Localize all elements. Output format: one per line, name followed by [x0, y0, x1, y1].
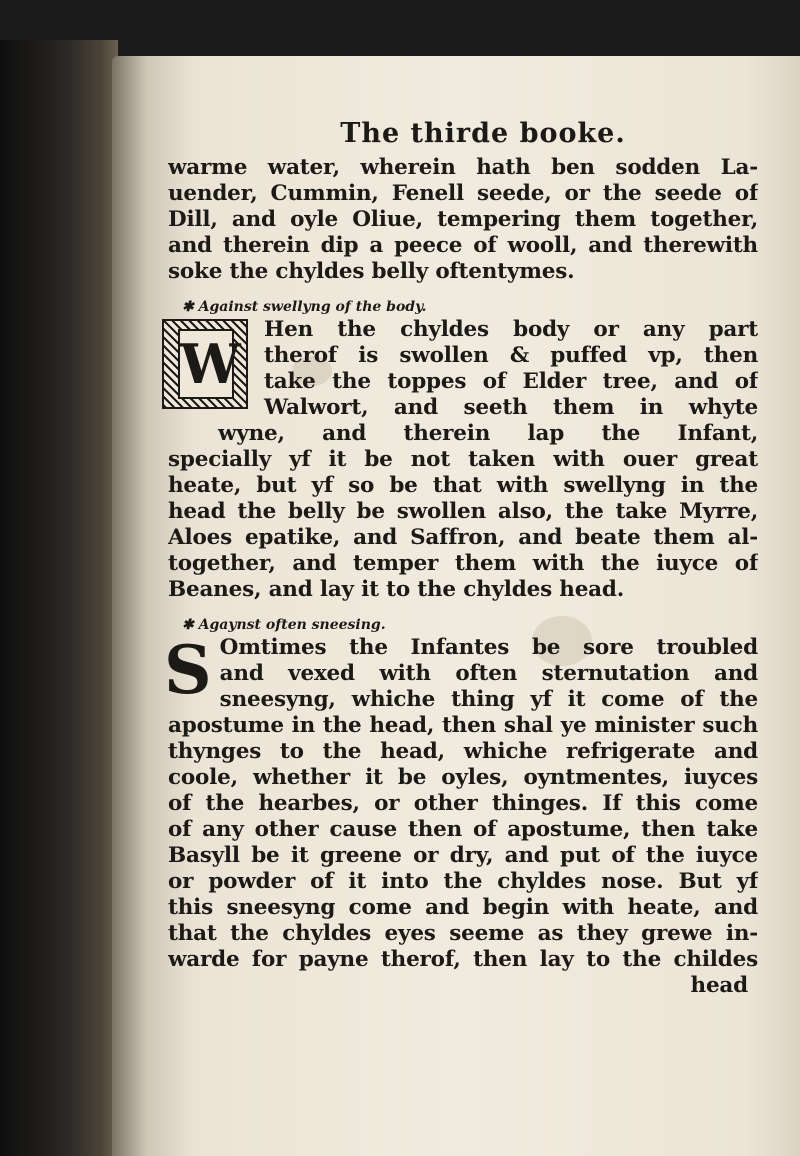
running-head: The thirde booke. [340, 118, 626, 149]
text-line: head the belly be swollen also, the take Myrre, [168, 499, 758, 524]
section-heading-sneesing: ✱ Agaynst often sneesing. [182, 617, 386, 633]
text-line: and vexed with often sternutation and [219, 661, 758, 686]
text-line: specially yf it be not taken with ouer great [168, 447, 758, 472]
text-line: take the toppes of Elder tree, and of [264, 369, 758, 394]
paragraph-1 [168, 155, 758, 285]
text-line: and therein dip a peece of wooll, and therewith [168, 233, 758, 258]
text-line: warme water, wherein hath ben sodden La- [168, 155, 758, 180]
text-line: wyne, and therein lap the Infant, [218, 421, 758, 446]
text-line: Aloes epatike, and Saffron, and beate them al- [168, 525, 758, 550]
ornate-initial-w: W [162, 319, 248, 409]
text-line: of the hearbes, or other thinges. If this come [168, 791, 758, 816]
drop-initial-s: S [164, 631, 212, 709]
text-line: soke the chyldes belly oftentymes. [168, 259, 575, 284]
text-line: therof is swollen & puffed vp, then [264, 343, 758, 368]
text-line: heate, but yf so be that with swellyng in the [168, 473, 758, 498]
text-line: Walwort, and seeth them in whyte [264, 395, 758, 420]
page-text [164, 118, 758, 999]
text-line: Beanes, and lay it to the chyldes head. [168, 577, 625, 602]
text-line: warde for payne therof, then lay to the childes [168, 947, 758, 972]
text-line: uender, Cummin, Fenell seede, or the seede of [168, 181, 758, 206]
text-line: Omtimes the Infantes be sore troubled [219, 635, 758, 660]
text-line: together, and temper them with the iuyce of [168, 551, 758, 576]
text-line: Dill, and oyle Oliue, tempering them together, [168, 207, 758, 232]
text-line: Hen the chyldes body or any part [264, 317, 758, 342]
book-binding [0, 40, 118, 1156]
text-line: coole, whether it be oyles, oyntmentes, iuyces [168, 765, 758, 790]
catchword: head [690, 973, 748, 998]
section-heading-swelling: ✱ Against swellyng of the body. [182, 299, 427, 315]
text-line: this sneesyng come and begin with heate, and [168, 895, 758, 920]
text-line: that the chyldes eyes seeme as they grewe in- [168, 921, 758, 946]
text-line: Basyll be it greene or dry, and put of the iuyce [168, 843, 758, 868]
paragraph-3 [164, 631, 758, 973]
text-line: or powder of it into the chyldes nose. But yf [168, 869, 758, 894]
paragraph-2 [168, 317, 758, 603]
text-line: thynges to the head, whiche refrigerate and [168, 739, 758, 764]
text-line: of any other cause then of apostume, then take [168, 817, 758, 842]
text-line: sneesyng, whiche thing yf it come of the [219, 687, 758, 712]
text-line: apostume in the head, then shal ye minister such [168, 713, 758, 738]
